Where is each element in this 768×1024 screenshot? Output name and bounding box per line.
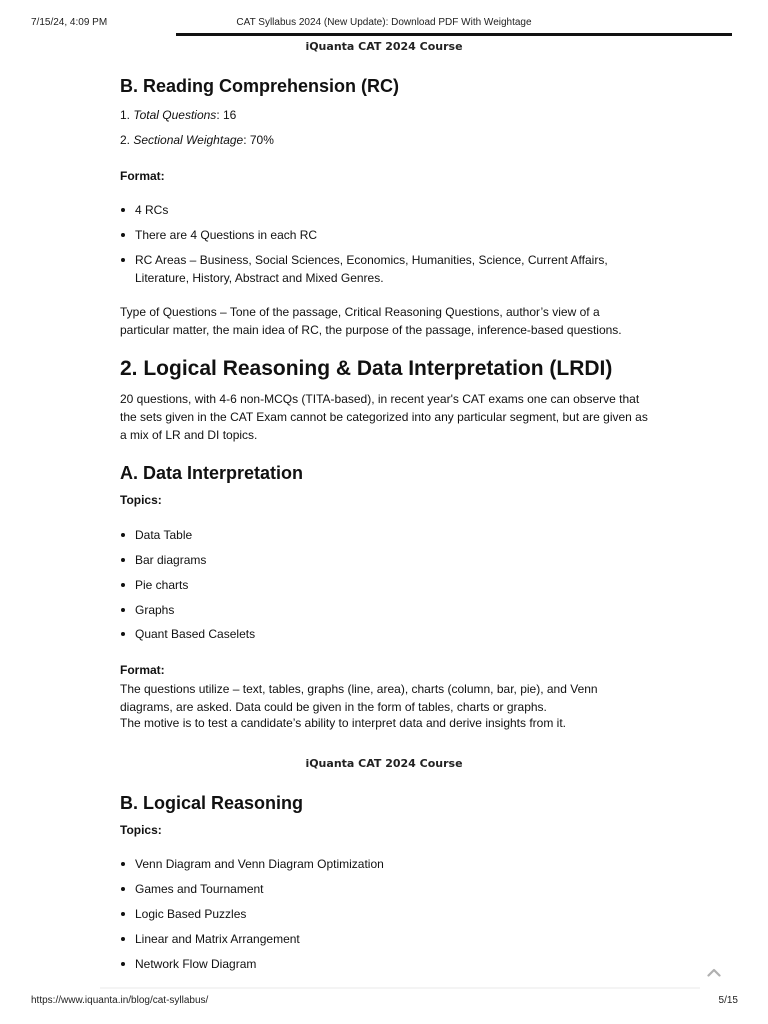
di-format-label: Format: [120,663,165,677]
list-number: 1. [120,108,131,122]
rc-detail-item [120,133,274,147]
list-item: Games and Tournament [121,880,641,898]
print-doc-title: CAT Syllabus 2024 (New Update): Download PDF With Weightage [236,17,532,28]
detail-label: Total Questions [133,108,217,122]
course-banner[interactable]: iQuanta CAT 2024 Course [305,40,463,53]
list-number: 2. [120,133,131,147]
print-datetime: 7/15/24, 4:09 PM [31,17,108,28]
scroll-to-top-button[interactable] [703,962,725,982]
di-topics-label: Topics: [120,493,162,507]
lrdi-heading: 2. Logical Reasoning & Data Interpretation (LRDI) [120,357,613,380]
detail-value: : 70% [243,133,274,147]
page-divider [100,987,700,989]
list-item: Data Table [121,526,641,544]
di-format-text: The questions utilize – text, tables, graphs (line, area), charts (column, bar, pie), and Venn diagrams, are asked. Data could be given in the form of tables, charts or graphs. [120,682,598,714]
list-item: Venn Diagram and Venn Diagram Optimization [121,855,641,873]
list-item: Network Flow Diagram [121,955,641,973]
lr-heading: B. Logical Reasoning [120,793,304,813]
detail-value: : 16 [216,108,237,122]
list-item: Linear and Matrix Arrangement [121,930,641,948]
rc-format-label: Format: [120,169,165,183]
list-item: Quant Based Caselets [121,625,641,643]
list-item: Graphs [121,601,641,619]
rc-question-types: Type of Questions – Tone of the passage, Critical Reasoning Questions, author’s view of a particular matter, the main idea of RC, the purpose of the passage, inference-based questions. [120,305,622,337]
rc-detail-item [120,108,236,122]
lrdi-intro: 20 questions, with 4-6 non-MCQs (TITA-based), in recent year's CAT exams one can observe that the sets given in the CAT Exam cannot be categorized into any particular segment, but are given as a mix of LR and DI topics. [120,392,648,442]
list-item: Bar diagrams [121,551,641,569]
list-item: 4 RCs [121,201,641,219]
print-page-number: 5/15 [718,995,738,1006]
di-motive-text: The motive is to test a candidate’s ability to interpret data and derive insights from it. [120,716,567,730]
chevron-up-icon [707,967,721,977]
rc-heading: B. Reading Comprehension (RC) [120,76,400,96]
detail-label: Sectional Weightage [133,133,244,147]
list-item: RC Areas – Business, Social Sciences, Economics, Humanities, Science, Current Affairs, Literature, History, Abstract and Mixed Genres. [121,251,626,287]
di-heading: A. Data Interpretation [120,463,304,483]
course-banner[interactable]: iQuanta CAT 2024 Course [305,757,463,770]
list-item: Pie charts [121,576,641,594]
lr-topics-label: Topics: [120,823,162,837]
print-url: https://www.iquanta.in/blog/cat-syllabus/ [31,995,209,1006]
list-item: There are 4 Questions in each RC [121,226,641,244]
progress-bar [176,33,732,36]
list-item: Logic Based Puzzles [121,905,641,923]
